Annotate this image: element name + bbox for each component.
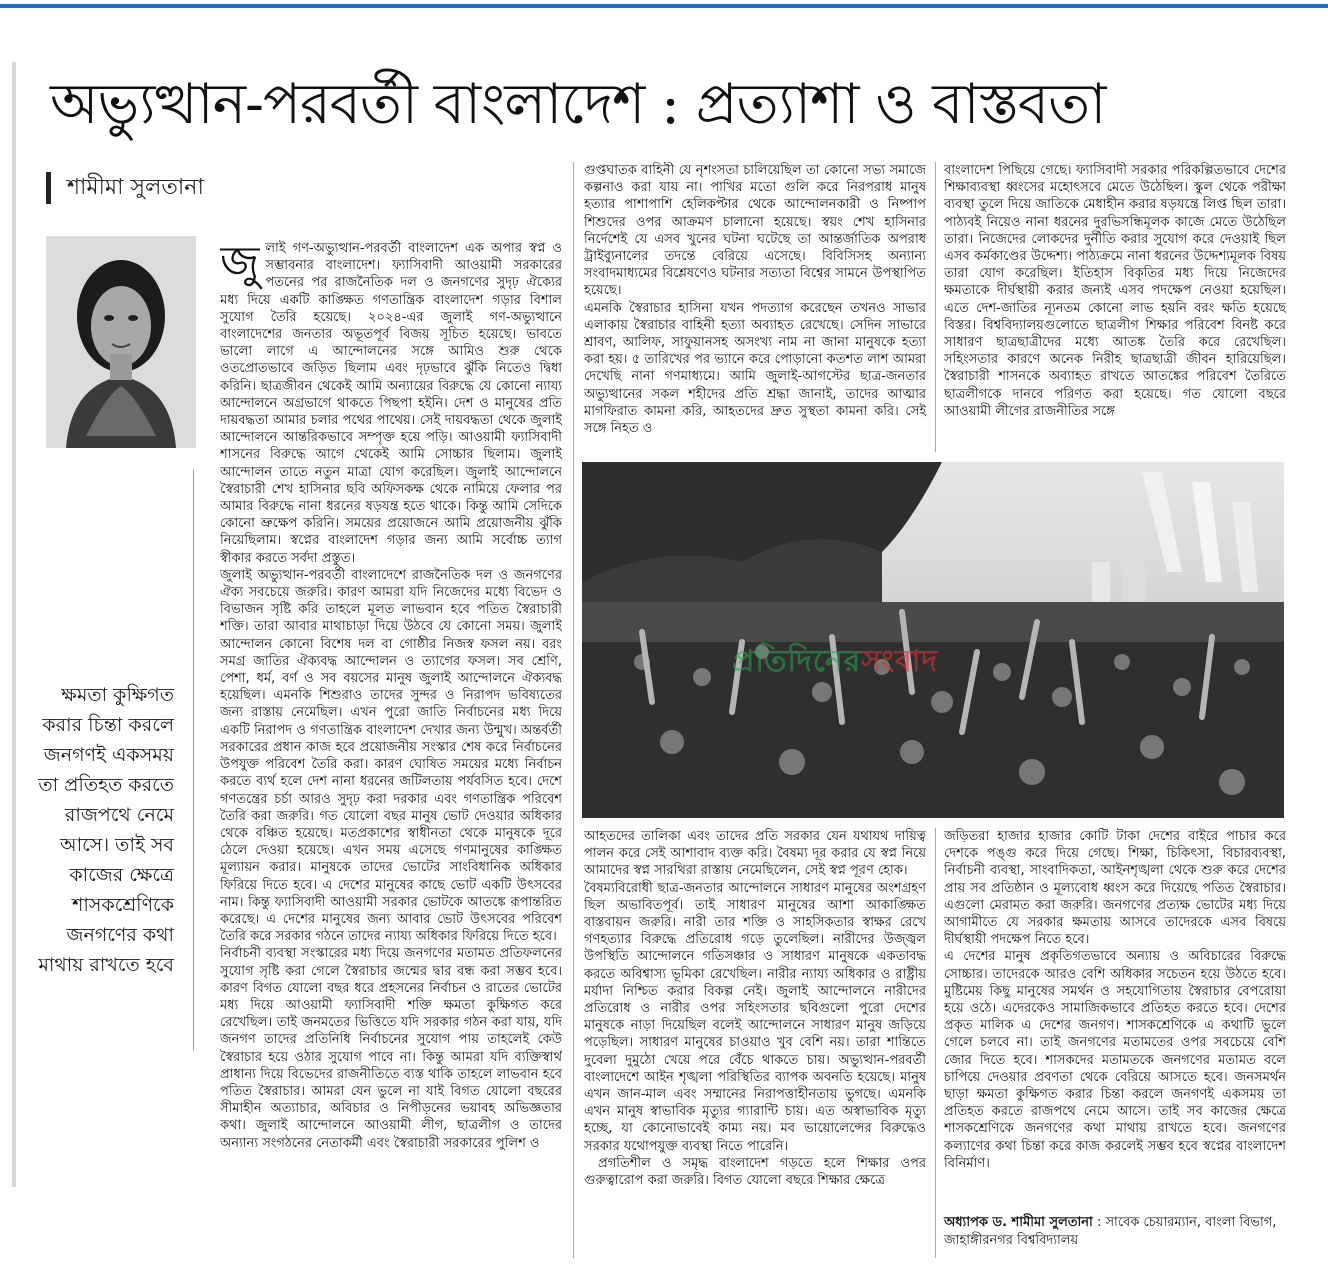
column-divider — [935, 828, 936, 1258]
paragraph: জুলাই অভ্যুত্থান-পরবর্তী বাংলাদেশে রাজনৈতিক দল ও জনগণের ঐক্য সবচেয়ে জরুরি। কারণ আমরা যদি নিজেদের মধ্যে বিভেদ ও বিভাজন সৃষ্টি করি তাহলে মূলত লাভবান হবে পতিত স্বৈরাচারী শক্তি। তারা আবার মাথাচাড়া দিয়ে উঠবে যে কোনো সময়। জুলাই আন্দোলন কোনো বিশেষ দল বা গোষ্ঠীর নিজস্ব ফসল নয়। বরং সমগ্র জাতির ঐক্যবদ্ধ আন্দোলন ও ত্যাগের ফসল। সব শ্রেণি, পেশা, ধর্ম, বর্ণ ও সব বয়সের মানুষ জুলাই আন্দোলনে ঐক্যবদ্ধ হয়েছিল। এমনকি শিশুরাও তাদের সুন্দর ও নিরাপদ ভবিষ্যতের জন্য রাস্তায় নেমেছিল। এখন পুরো জাতি নির্বাচনের মধ্য দিয়ে একটি নিরাপদ ও গণতান্ত্রিক বাংলাদেশ দেখার জন্য উন্মুখ। অন্তর্বর্তী সরকারের প্রধান কাজ হবে প্রয়োজনীয় সংস্কার শেষ করে নির্বাচনের উপযুক্ত পরিবেশ তৈরি করা। কারণ ঘোষিত সময়ের মধ্যে নির্বাচন করতে ব্যর্থ হলে দেশ নানা ধরনের জটিলতায় পর্যবসিত হবে। দেশে গণতন্ত্রের চর্চা আরও সুদৃঢ় করা দরকার এবং গণতান্ত্রিক পরিবেশ তৈরি করা জরুরি। গত যোলো বছর মানুষ ভোট দেওয়ার অধিকার থেকে বঞ্চিত হয়েছে। মতপ্রকাশের স্বাধীনতা থেকে মানুষকে দূরে ঠেলে দেওয়া হয়েছে। এখন সময় এসেছে গণমানুষের কাঙ্ক্ষিত মূল্যায়ন করার। মানুষকে তাদের ভোটের সাংবিধানিক অধিকার ফিরিয়ে দিতে হবে। এ দেশের মানুষের কাছে ভোট একটি উৎসবের নাম। কিন্তু ফ্যাসিবাদী আওয়ামী সরকার ভোটকে আতঙ্কে রূপান্তরিত করেছে। এ দেশের মানুষের জন্য আবার ভোট উৎসবের পরিবেশ তৈরি করে সরকার গঠনে তাদের ন্যায্য অধিকার ফিরিয়ে দিতে হবে। — [220, 567, 562, 945]
drop-cap: জু — [220, 240, 260, 288]
paragraph: বৈষম্যবিরোধী ছাত্র-জনতার আন্দোলনে সাধারণ মানুষের অংশগ্রহণ ছিল অভাবিতপূর্ব। তাই সাধারণ মানুষের আশা আকাঙ্ক্ষিত বাস্তবায়ন জরুরি। নারী তার শক্তি ও সাহসিকতার স্বাক্ষর রেখে গণহত্যার বিরুদ্ধে প্রতিরোধ গড়ে তুলেছিল। নারীদের উজ্জ্বল উপস্থিতি আন্দোলনে গতিসঞ্চার ও সাধারণ মানুষকে একতাবদ্ধ করতে অবিশ্বাস্য ভূমিকা রেখেছিল। নারীর ন্যায্য অধিকার ও রাষ্ট্রীয় মর্যাদা নিশ্চিত করার বিকল্প নেই। জুলাই আন্দোলনে নারীদের প্রতিরোধ ও নারীর ওপর সহিংসতার ছবিগুলো পুরো দেশের মানুষকে নাড়া দিয়েছিল বলেই আন্দোলনে সাধারণ মানুষ জড়িয়ে পড়েছিল। সাধারণ মানুষের চাওয়াও খুব বেশি নয়। তারা শান্তিতে দুবেলা দুমুঠো খেয়ে পরে বেঁচে থাকতে চায়। অভ্যুত্থান-পরবর্তী বাংলাদেশে আইন শৃঙ্খলা পরিস্থিতির ব্যাপক অবনতি হয়েছে। মানুষ এখন জান-মাল এবং সম্মানের নিরাপত্তাহীনতায় ভুগছে। এমনকি এখন মানুষ স্বাভাবিক মৃত্যুর গ্যারান্টি চায়। এত অস্বাভাবিক মৃত্যু হচ্ছে, যা কোনোভাবেই কাম্য নয়। মব ভায়োলেন্সের বিরুদ্ধেও সরকার যথোপযুক্ত ব্যবস্থা নিতে পারেনি। — [584, 880, 926, 1154]
paragraph: নির্বাচনী ব্যবস্থা সংস্কারের মধ্য দিয়ে জনগণের মতামত প্রতিফলনের সুযোগ সৃষ্টি করা গেলে স্বৈরাচার জন্মের দ্বার বন্ধ করা সম্ভব হবে। কারণ বিগত যোলো বছর ধরে প্রহসনের নির্বাচন ও রাতের ভোটের মধ্য দিয়ে আওয়ামী ফ্যাসিবাদী শক্তি ক্ষমতা কুক্ষিগত করে রেখেছিল। তাই জনমতের ভিত্তিতে যদি সরকার গঠন করা যায়, যদি জনগণ তাদের প্রতিনিধি নির্বাচনের সুযোগ পায় তাহলেই কেউ স্বৈরাচার হয়ে ওঠার সুযোগ পাবে না। কিন্তু আমরা যদি ব্যক্তিস্বার্থ প্রাধান্য দিয়ে বিভেদের রাজনীতিতে ব্যস্ত থাকি তাহলে লাভবান হবে পতিত স্বৈরাচার। আমরা যেন ভুলে না যাই বিগত যোলো বছরের সীমাহীন অত্যাচার, অবিচার ও নিপীড়নের ভয়াবহ অভিজ্ঞতার কথা। জুলাই আন্দোলনে আওয়ামী লীগ, ছাত্রলীগ ও তাদের অন্যান্য সংগঠনের নেতাকর্মী এবং স্বৈরাচারী সরকারের পুলিশ ও — [220, 946, 562, 1151]
top-accent-rule — [0, 4, 1328, 8]
column-divider — [935, 162, 936, 452]
article-headline: অভ্যুত্থান-পরবর্তী বাংলাদেশ : প্রত্যাশা ও বাস্তবতা — [50, 72, 1106, 137]
author-portrait-icon — [46, 236, 196, 448]
pull-quote: ক্ষমতা কুক্ষিগত করার চিন্তা করলে জনগণই একসময় তা প্রতিহত করতে রাজপথে নেমে আসে। তাই সব কাজের ক্ষেত্রে শাসকশ্রেণিকে জনগণের কথা মাথায় রাখতে হবে — [38, 684, 174, 976]
article-column-3-lower — [944, 828, 1286, 1208]
pullquote-divider — [193, 470, 194, 1050]
author-credit-role: : সাবেক চেয়ারম্যান, বাংলা বিভাগ, জাহাঙ্গীরনগর বিশ্ববিদ্যালয় — [944, 1215, 1277, 1248]
paragraph: জড়িতরা হাজার হাজার কোটি টাকা দেশের বাইরে পাচার করে দেশকে পঙ্গু করে দিয়ে গেছে। শিক্ষা, চিকিৎসা, বিচারব্যবস্থা, নির্বাচনী ব্যবস্থা, সাংবাদিকতা, আইনশৃঙ্খলা থেকে শুরু করে দেশের প্রায় সব প্রতিষ্ঠান ও মূল্যবোধ ধ্বংস করে দিয়েছে পতিত স্বৈরাচার। এগুলো মেরামত করা জরুরি। জনগণের প্রত্যক্ষ ভোটের মধ্য দিয়ে আগামীতে যে সরকার ক্ষমতায় আসবে তাদেরকে এসব বিষয়ে দীর্ঘস্থায়ী পদক্ষেপ নিতে হবে। — [944, 829, 1286, 948]
author-photo — [46, 236, 196, 448]
paragraph: এমনকি স্বৈরাচার হাসিনা যখন পদত্যাগ করেছেন তখনও সাভার এলাকায় স্বৈরাচার বাহিনী হত্যা অব্যাহত রেখেছে। সেদিন সাভারে শ্রাবণ, আলিফ, সাফুয়ানসহ অসংখ্য নাম না জানা মানুষকে হত্যা করা হয়। ৫ তারিখের পর ভ্যানে করে পোড়ানো কতশত লাশ আমরা দেখেছি নানা গণমাধ্যমে। আমি জুলাই-আগস্টের ছাত্র-জনতার অভ্যুত্থানের সকল শহীদের প্রতি শ্রদ্ধা জানাই, তাদের আত্মার মাগফিরাত কামনা করি, আহতদের দ্রুত সুস্থতা কামনা করি। সেই সঙ্গে নিহত ও — [584, 300, 926, 437]
column-divider — [573, 162, 574, 1258]
article-column-2-lower — [584, 828, 926, 1258]
paragraph: বাংলাদেশ পিছিয়ে গেছে। ফ্যাসিবাদী সরকার পরিকল্পিতভাবে দেশের শিক্ষাব্যবস্থা ধ্বংসের মহোৎসবে মেতে উঠেছিল। স্কুল থেকে পরীক্ষা ব্যবস্থা তুলে দিয়ে জাতিকে মেধাহীন করার ষড়যন্ত্রে লিপ্ত ছিল তারা। পাঠ্যবই নিয়েও নানা ধরনের দুরভিসন্ধিমূলক কাজে মেতে উঠেছিল তারা। নিজেদের লোকদের দুর্নীতি করার সুযোগ করে দেওয়াই ছিল এসব কর্মকাণ্ডের উদ্দেশ্য। পাঠ্যক্রমে নানা ধরনের উদ্দেশ্যমূলক বিষয় তারা যোগ করেছিল। ইতিহাস বিকৃতির মধ্য দিয়ে নিজেদের ক্ষমতাকে দীর্ঘস্থায়ী করার জন্যই এসব পদক্ষেপ নেওয়া হয়েছিল। এতে দেশ-জাতির ন্যূনতম কোনো লাভ হয়নি বরং ক্ষতি হয়েছে বিস্তর। বিশ্ববিদ্যালয়গুলোতে ছাত্রলীগ শিক্ষার পরিবেশ বিনষ্ট করে সাধারণ ছাত্রছাত্রীদের মধ্যে আতঙ্ক তৈরি করে রেখেছিল। সহিংসতার কারণে অনেক নিরীহ ছাত্রছাত্রী জীবন হারিয়েছিল। স্বৈরাচারী শাসনকে অব্যাহত রাখতে আতঙ্কের পরিবেশ তৈরিতে ছাত্রলীগকে দানবে পরিণত করা হয়েছে। গত যোলো বছরে আওয়ামী লীগের রাজনীতির সঙ্গে — [944, 163, 1286, 419]
author-credit-name: অধ্যাপক ড. শামীমা সুলতানা — [944, 1215, 1093, 1230]
watermark-part: প্রতিদিনের — [732, 644, 862, 679]
paragraph: লাই গণ-অভ্যুত্থান-পরবর্তী বাংলাদেশ এক অপার স্বপ্ন ও সম্ভাবনার বাংলাদেশ। ফ্যাসিবাদী আওয়ামী সরকারের পতনের পর রাজনৈতিক দল ও জনগণের সুদৃঢ় ঐক্যের মধ্য দিয়ে একটি কাঙ্ক্ষিত গণতান্ত্রিক বাংলাদেশ গড়ার বিশাল সুযোগ তৈরি হয়েছে। ২০২৪-এর জুলাই গণ-অভ্যুত্থানে বাংলাদেশের জনতার অভূতপূর্ব বিজয় সূচিত হয়েছে। ভাবতে ভালো লাগে এ আন্দোলনের সঙ্গে আমিও শুরু থেকে ওতপ্রোতভাবে জড়িত ছিলাম এবং দৃঢ়ভাবে ঝুঁকি নিতেও দ্বিধা করিনি। ছাত্রজীবন থেকেই আমি অন্যায়ের বিরুদ্ধে যে কোনো ন্যায্য আন্দোলনে অগ্রভাগে থাকতে পিছপা হইনি। দেশ ও মানুষের প্রতি দায়বদ্ধতা আমার চলার পথের পাথেয়। সেই দায়বদ্ধতা থেকে জুলাই আন্দোলনে আন্তরিকভাবে সম্পৃক্ত হয়ে পড়ি। আওয়ামী ফ্যাসিবাদী শাসনের বিরুদ্ধে আগে থেকেই আমি সোচ্চার ছিলাম। জুলাই আন্দোলন তাতে নতুন মাত্রা যোগ করেছিল। জুলাই আন্দোলনে স্বৈরাচারী শেখ হাসিনার ছবি অফিসকক্ষ থেকে নামিয়ে ফেলার পর আমার বিরুদ্ধে নানা ধরনের ষড়যন্ত্র হতে থাকে। কিন্তু আমি সেদিকে কোনো ভ্রুক্ষেপ করিনি। সময়ের প্রয়োজনে আমি প্রয়োজনীয় ঝুঁকি নিয়েছিলাম। স্বপ্নের বাংলাদেশ গড়ার জন্য আমি সর্বোচ্চ ত্যাগ স্বীকার করতে সর্বদা প্রস্তুত। — [220, 241, 562, 566]
author-byline: শামীমা সুলতানা — [46, 172, 204, 204]
paragraph: প্রগতিশীল ও সমৃদ্ধ বাংলাদেশ গড়তে হলে শিক্ষার ওপর গুরুত্বারোপ করা জরুরি। বিগত যোলো বছরে শিক্ষার ক্ষেত্রে — [584, 1155, 926, 1189]
author-credit — [944, 1214, 1286, 1250]
article-column-1 — [220, 240, 562, 1260]
watermark-accent: সংবাদ — [861, 644, 939, 679]
protest-crowd-photo — [582, 462, 1284, 818]
paragraph: আহতদের তালিকা এবং তাদের প্রতি সরকার যেন যথাযথ দায়িত্ব পালন করে সেই আশাবাদ ব্যক্ত করি। বৈষম্য দূর করার যে স্বপ্ন নিয়ে আমাদের স্বপ্ন সারথিরা রাস্তায় নেমেছিলেন, সেই স্বপ্ন পূরণ হোক। — [584, 829, 926, 879]
article-column-2 — [584, 162, 926, 452]
article-column-3 — [944, 162, 1286, 452]
paragraph: এ দেশের মানুষ প্রকৃতিগতভাবে অন্যায় ও অবিচারের বিরুদ্ধে সোচ্চার। তাদেরকে আরও বেশি অধিকার সচেতন হয়ে উঠতে হবে। মুষ্টিমেয় কিছু মানুষের সমর্থন ও সহযোগিতায় স্বৈরাচার বেপরোয়া হয়ে ওঠে। এদেরকেও সামাজিকভাবে প্রতিহত করতে হবে। দেশের প্রকৃত মালিক এ দেশের জনগণ। শাসকশ্রেণিকে এ কথাটি ভুলে গেলে চলবে না। তাই জনগণের মতামতের ওপর সবচেয়ে বেশি জোর দিতে হবে। শাসকদের মতামতকে জনগণের মতামত বলে চাপিয়ে দেওয়ার প্রবণতা থেকে বেরিয়ে আসতে হবে। জনসমর্থন ছাড়া ক্ষমতা কুক্ষিগত করার চিন্তা করলে জনগণই একসময় তা প্রতিহত করতে রাজপথে নেমে আসে। তাই সব কাজের ক্ষেত্রে শাসকশ্রেণিকে জনগণের কথা মাথায় রাখতে হবে। জনগণের কল্যাণের কথা চিন্তা করে কাজ করলেই সম্ভব হবে স্বপ্নের বাংলাদেশ বিনির্মাণ। — [944, 949, 1286, 1171]
left-margin-rule — [12, 62, 16, 1187]
newspaper-watermark — [732, 637, 938, 688]
paragraph: গুপ্তঘাতক বাহিনী যে নৃশংসতা চালিয়েছিল তা কোনো সভ্য সমাজে কল্পনাও করা যায় না। পাখির মতো গুলি করে নিরপরাধ মানুষ হত্যার পাশাপাশি হেলিকপ্টার থেকে আন্দোলনকারী ও নিষ্পাপ শিশুদের ওপর আক্রমণ চালানো হয়েছে। স্বয়ং শেখ হাসিনার নির্দেশেই যে এসব খুনের ঘটনা ঘটেছে তা আন্তর্জাতিক অপরাধ ট্রাইব্যুনালের তদন্তে বেরিয়ে এসেছে। বিবিসিসহ অন্যান্য সংবাদমাধ্যমের বিশ্লেষণেও ঘটনার সত্যতা বিশ্বের সামনে উপস্থাপিত হয়েছে। — [584, 163, 926, 299]
